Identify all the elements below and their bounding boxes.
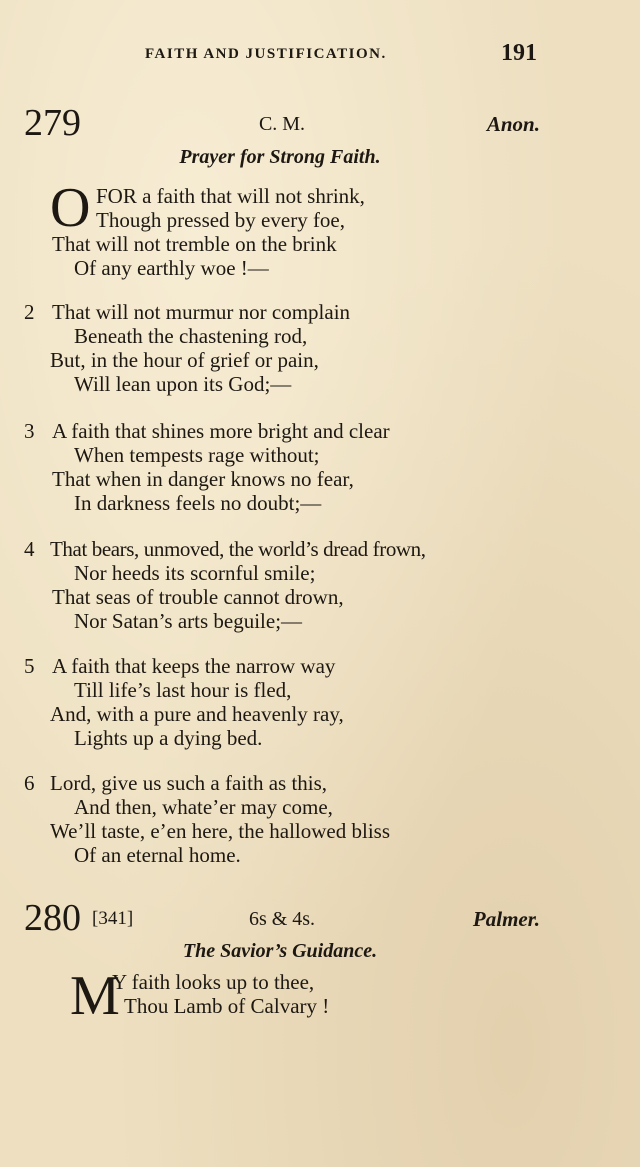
verse-line: Of an eternal home. bbox=[74, 843, 241, 867]
verse-line: That seas of trouble cannot drown, bbox=[52, 585, 344, 609]
stanza-number: 3 bbox=[24, 419, 35, 443]
drop-cap: M bbox=[70, 965, 120, 1027]
verse-line: Thou Lamb of Calvary ! bbox=[124, 994, 330, 1018]
verse-line: And, with a pure and heavenly ray, bbox=[50, 702, 344, 726]
hymn-280-header bbox=[24, 898, 540, 938]
stanza-number: 4 bbox=[24, 537, 35, 561]
hymn-author: Palmer. bbox=[472, 907, 540, 931]
verse-line: A faith that shines more bright and clear bbox=[52, 419, 390, 443]
verse-line: Lord, give us such a faith as this, bbox=[50, 771, 328, 795]
verse-line: In darkness feels no doubt;— bbox=[74, 491, 322, 515]
verse-line: FOR a faith that will not shrink, bbox=[96, 184, 365, 208]
verse-line: Though pressed by every foe, bbox=[96, 208, 346, 232]
hymn-reference: [341] bbox=[92, 908, 134, 929]
verse-line: Till life’s last hour is fled, bbox=[74, 678, 292, 702]
verse-line: That will not murmur nor complain bbox=[52, 300, 351, 324]
hymn-author: Anon. bbox=[486, 112, 540, 136]
verse-line: Will lean upon its God;— bbox=[74, 372, 292, 396]
verse-line: But, in the hour of grief or pain, bbox=[50, 348, 319, 372]
verse-line: A faith that keeps the narrow way bbox=[52, 654, 336, 678]
verse-line: Y faith looks up to thee, bbox=[112, 970, 315, 994]
verse-line: And then, whate’er may come, bbox=[74, 795, 333, 819]
stanza-number: 5 bbox=[24, 654, 35, 678]
stanza-number: 6 bbox=[24, 771, 35, 795]
verse-line: Of any earthly woe !— bbox=[74, 256, 269, 280]
hymn-title: Prayer for Strong Faith. bbox=[179, 146, 381, 168]
verse-line: That when in danger knows no fear, bbox=[52, 467, 354, 491]
running-head: FAITH AND JUSTIFICATION. bbox=[145, 46, 387, 62]
verse-line: Lights up a dying bed. bbox=[74, 726, 263, 750]
verse-line: That will not tremble on the brink bbox=[52, 232, 337, 256]
hymn-meter: 6s & 4s. bbox=[248, 908, 316, 930]
stanza-number: 2 bbox=[24, 300, 35, 324]
verse-line: Nor heeds its scornful smile; bbox=[74, 561, 316, 585]
verse-line: We’ll taste, e’en here, the hallowed bliss bbox=[50, 819, 391, 843]
verse-line: When tempests rage without; bbox=[74, 443, 320, 467]
drop-cap: O bbox=[50, 177, 91, 239]
hymn-meter: C. M. bbox=[258, 113, 306, 135]
verse-line: Beneath the chastening rod, bbox=[74, 324, 308, 348]
verse-line: That bears, unmoved, the world’s dread frown, bbox=[50, 537, 426, 561]
hymn-279-header bbox=[24, 103, 540, 143]
page-number: 191 bbox=[501, 40, 537, 66]
hymn-number: 280 bbox=[24, 897, 81, 939]
hymn-title: The Savior’s Guidance. bbox=[182, 940, 378, 962]
verse-line: Nor Satan’s arts beguile;— bbox=[74, 609, 303, 633]
hymn-number: 279 bbox=[24, 102, 81, 144]
